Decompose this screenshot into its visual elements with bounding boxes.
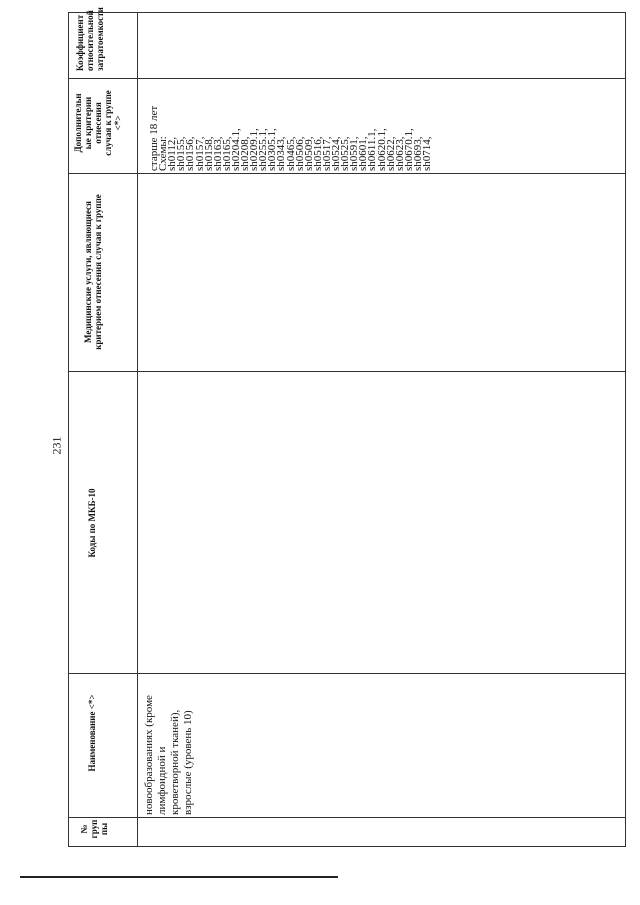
extra-criteria-item: sh0516,: [311, 136, 324, 171]
extra-criteria-item: sh0255.1,: [257, 128, 270, 171]
extra-criteria-item: sh0165,: [220, 136, 233, 171]
extra-criteria-item: sh0622,: [384, 136, 397, 171]
extra-criteria-item: sh0155,: [175, 136, 188, 171]
page-number: 231: [49, 436, 64, 455]
header-mkb-codes: Коды по МКБ-10: [87, 488, 97, 558]
extra-criteria-item: sh0601,: [357, 136, 370, 171]
extra-criteria-item: sh0506,: [293, 136, 306, 171]
header-name: Наименование <*>: [87, 694, 97, 772]
extra-criteria-item: sh0465,: [284, 136, 297, 171]
extra-criteria-item: sh0208,: [239, 136, 251, 171]
data-table: [68, 7, 626, 847]
cell-name: новообразованиях (кроме лимфоидной и кроветворной тканей), взрослые (уровень 10): [143, 695, 194, 815]
extra-criteria-item: sh0693,: [411, 136, 424, 171]
extra-criteria-item: sh0623,: [393, 136, 406, 171]
extra-criteria-item: sh0112,: [166, 136, 179, 171]
cell-extra-criteria: старше 18 лет: [148, 105, 160, 171]
extra-criteria-item: sh0343,: [275, 136, 288, 171]
extra-criteria-item: sh0524,: [330, 136, 342, 171]
extra-criteria-item: sh0157,: [193, 136, 206, 171]
extra-criteria-item: sh0204.1,: [229, 128, 242, 171]
extra-criteria-item: sh0525,: [339, 136, 352, 171]
footnote-rule: [20, 876, 338, 878]
extra-criteria-item: sh0620.1,: [375, 128, 388, 171]
extra-criteria-item: sh0670.1,: [402, 128, 415, 171]
extra-criteria-item: sh0517,: [320, 136, 333, 171]
extra-criteria-item: sh0209.1,: [248, 128, 261, 171]
header-medical-services: Медицинские услуги, являющиеся критерием отнесения случая к группе: [83, 194, 103, 350]
extra-criteria-item: sh0156,: [184, 136, 197, 171]
extra-criteria-item: sh0714,: [421, 136, 433, 171]
extra-criteria-item: sh0591,: [348, 136, 361, 171]
header-coefficient: Коэффициент относительной затратоемкости: [75, 7, 105, 71]
extra-criteria-item: sh0163,: [211, 136, 224, 171]
extra-criteria-item: sh0611.1,: [366, 128, 379, 171]
extra-criteria-item: sh0158,: [202, 136, 215, 171]
extra-criteria-item: sh0305.1,: [266, 128, 279, 171]
extra-criteria-item: sh0509,: [302, 136, 315, 171]
header-group-number: № груп пы: [79, 819, 109, 839]
header-extra-criteria: Дополнительн ые критерии отнесения случая к группе <*>: [73, 90, 123, 156]
extra-criteria-item: Схемы:: [157, 136, 170, 171]
